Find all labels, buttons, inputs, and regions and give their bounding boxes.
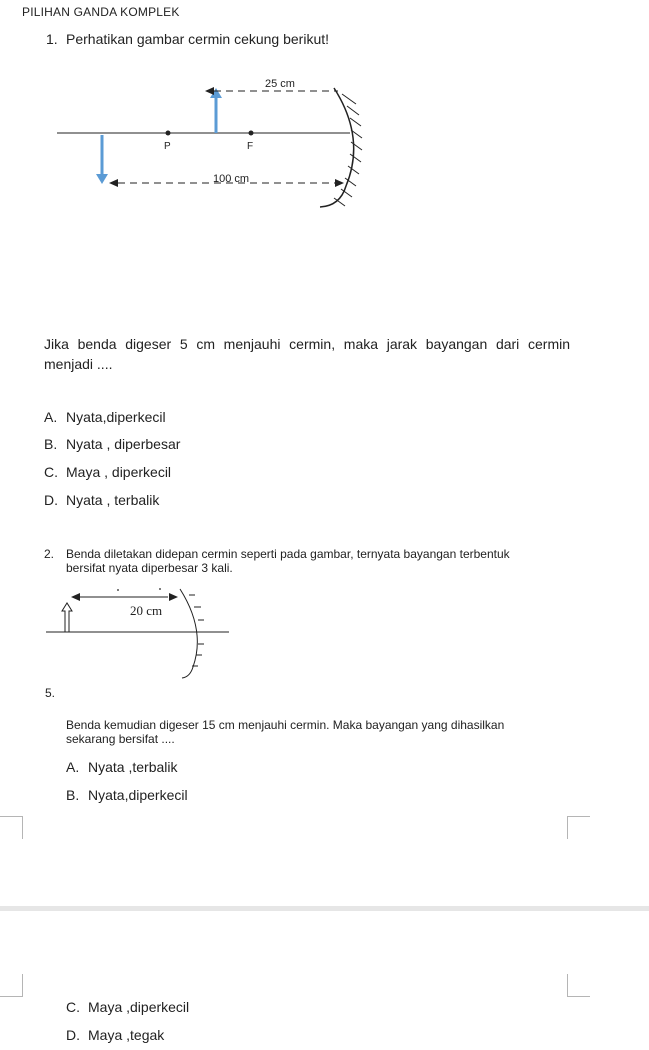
- q1-mirror: [320, 88, 354, 207]
- q2-option-d-text: Maya ,tegak: [88, 1027, 165, 1043]
- q1-prompt-text: Perhatikan gambar cermin cekung berikut!: [66, 31, 330, 47]
- q1-option-b-text: Nyata , diperbesar: [66, 436, 181, 452]
- q2-question: [66, 718, 504, 746]
- q2-option-a-letter: A.: [66, 759, 80, 775]
- q1-image-arrowhead: [96, 174, 108, 184]
- q1-dim-bottom-left-arrowhead: [109, 179, 118, 187]
- q2-number: 2.: [44, 547, 55, 561]
- q1-dim-bottom-label: 100 cm: [213, 173, 250, 185]
- q1-option-a-text: Nyata,diperkecil: [66, 409, 166, 425]
- q1-option-a[interactable]: [44, 409, 166, 425]
- q2-stray-mark: 5.: [45, 686, 56, 700]
- q1-option-b-letter: B.: [44, 436, 58, 452]
- q1-option-b[interactable]: [44, 436, 180, 452]
- q1-point-p: [166, 131, 171, 136]
- q2-option-c-text: Maya ,diperkecil: [88, 999, 190, 1015]
- q1-option-c-text: Maya , diperkecil: [66, 464, 172, 480]
- q2-dim-left-arrowhead: [71, 593, 80, 601]
- q2-option-b-text: Nyata,diperkecil: [88, 787, 188, 803]
- q2-option-c[interactable]: [66, 999, 189, 1015]
- q1-option-c-letter: C.: [44, 464, 58, 480]
- q1-option-d-letter: D.: [44, 492, 58, 508]
- q1-option-d[interactable]: [44, 492, 159, 508]
- q2-question-line1: Benda kemudian digeser 15 cm menjauhi cermin. Maka bayangan yang dihasilkan: [66, 718, 505, 732]
- q1-label-p: P: [164, 141, 171, 152]
- q1-option-c[interactable]: [44, 464, 171, 480]
- q2-mirror-diagram: [0, 585, 649, 685]
- q1-question: Jika benda digeser 5 cm menjauhi cermin, maka jarak bayangan dari cermin menjadi ....: [44, 336, 570, 372]
- q2-question-line2: sekarang bersifat ....: [66, 732, 175, 746]
- q2-dim-label: 20 cm: [130, 603, 163, 618]
- q2-object-arrow: [62, 603, 72, 632]
- q1-concave-mirror-diagram: [0, 70, 649, 220]
- q2-prompt-line1: Benda diletakan didepan cermin seperti pada gambar, ternyata bayangan terbentuk: [66, 547, 510, 561]
- q1-point-f: [249, 131, 254, 136]
- section-title: PILIHAN GANDA KOMPLEK: [22, 5, 180, 19]
- q2-dot-1: [117, 589, 119, 591]
- q2-option-a[interactable]: [66, 759, 177, 775]
- q2-option-c-letter: C.: [66, 999, 80, 1015]
- q2-prompt-line2: bersifat nyata diperbesar 3 kali.: [66, 561, 233, 575]
- q1-option-d-text: Nyata , terbalik: [66, 492, 160, 508]
- q1-mirror-hatching: [334, 94, 362, 206]
- q1-label-f: F: [247, 141, 254, 152]
- page-corner-top-right: [567, 816, 590, 839]
- q1-dim-top-arrowhead: [205, 87, 214, 95]
- q1-dim-bottom-right-arrowhead: [335, 179, 344, 187]
- q2-option-b[interactable]: [66, 787, 188, 803]
- page-corner-bottom-left: [0, 974, 23, 997]
- q1-option-a-letter: A.: [44, 409, 58, 425]
- q1-dim-top-label: 25 cm: [265, 78, 295, 90]
- q2-prompt: [44, 547, 510, 575]
- page-break-separator: [0, 906, 649, 911]
- q2-mirror: [180, 589, 197, 678]
- q2-option-a-text: Nyata ,terbalik: [88, 759, 178, 775]
- q2-option-b-letter: B.: [66, 787, 80, 803]
- q1-prompt: [46, 31, 329, 47]
- q2-mirror-hatching: [189, 595, 205, 666]
- q2-option-d-letter: D.: [66, 1027, 80, 1043]
- q2-option-d[interactable]: [66, 1027, 164, 1043]
- page-corner-bottom-right: [567, 974, 590, 997]
- q1-number: 1.: [46, 31, 58, 47]
- q2-dot-2: [159, 588, 161, 590]
- q2-dim-right-arrowhead: [169, 593, 178, 601]
- page-corner-top-left: [0, 816, 23, 839]
